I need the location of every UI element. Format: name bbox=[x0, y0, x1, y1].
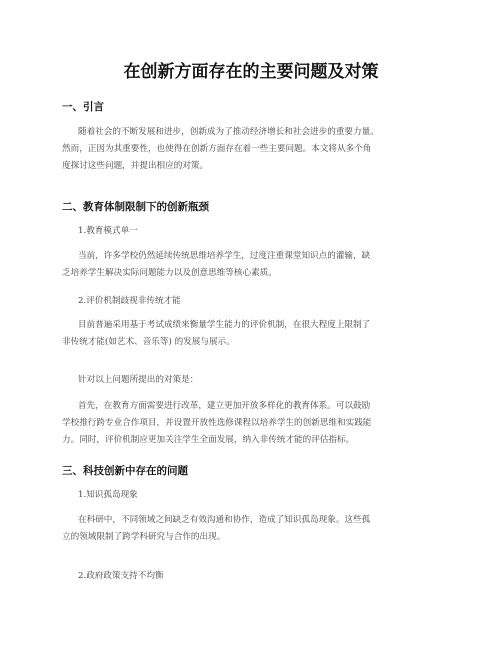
intro-paragraph bbox=[62, 124, 442, 175]
subheading-item: 2.评价机制歧视非传统才能 bbox=[78, 296, 181, 306]
subheading-item: 1.教育模式单一 bbox=[78, 226, 138, 236]
paragraph-line: 当前，许多学校仍然延续传统思维培养学生，过度注重课堂知识点的灌输，缺 bbox=[78, 251, 371, 261]
paragraph-line: 然而，正因为其重要性，也使得在创新方面存在着一些主要问题。本文将从多个角 bbox=[62, 144, 372, 154]
paragraph-line: 目前普遍采用基于考试成绩来衡量学生能力的评价机制，在很大程度上限制了 bbox=[78, 320, 371, 330]
paragraph-line: 力。同时，评价机制应更加关注学生全面发展，纳入非传统才能的评估指标。 bbox=[62, 435, 355, 445]
item-paragraph bbox=[62, 317, 442, 351]
item-paragraph bbox=[62, 512, 442, 546]
paragraph-line: 非传统才能(如艺术、音乐等) 的发展与展示。 bbox=[62, 337, 235, 347]
paragraph-line: 度探讨这些问题，并提出相应的对策。 bbox=[62, 161, 209, 171]
paragraph-line: 在科研中，不同领域之间缺乏有效沟通和协作，造成了知识孤岛现象。这些孤 bbox=[78, 515, 371, 525]
paragraph-line: 首先，在教育方面需要进行改革，建立更加开放多样化的教育体系。可以鼓励 bbox=[78, 401, 371, 411]
subheading-item: 2.政府政策支持不均衡 bbox=[78, 571, 164, 581]
paragraph-line: 乏培养学生解决实际问题能力以及创意思维等核心素质。 bbox=[62, 268, 277, 278]
section-heading-tech: 三、科技创新中存在的问题 bbox=[62, 465, 188, 477]
paragraph-line: 立的领域限制了跨学科研究与合作的出现。 bbox=[62, 532, 226, 542]
subheading-item: 1.知识孤岛现象 bbox=[78, 490, 138, 500]
section-heading-education: 二、教育体制限制下的创新瓶颈 bbox=[62, 201, 209, 213]
measures-paragraph bbox=[62, 398, 442, 449]
measures-intro: 针对以上问题所提出的对策是： bbox=[78, 375, 199, 385]
document-title: 在创新方面存在的主要问题及对策 bbox=[123, 62, 379, 82]
paragraph-line: 随着社会的不断发展和进步，创新成为了推动经济增长和社会进步的重要力量。 bbox=[78, 127, 379, 137]
item-paragraph bbox=[62, 248, 442, 282]
section-heading-intro: 一、引言 bbox=[62, 101, 104, 113]
paragraph-line: 学校推行跨专业合作项目，并设置开放性选修课程以培养学生的创新思维和实践能 bbox=[62, 418, 372, 428]
